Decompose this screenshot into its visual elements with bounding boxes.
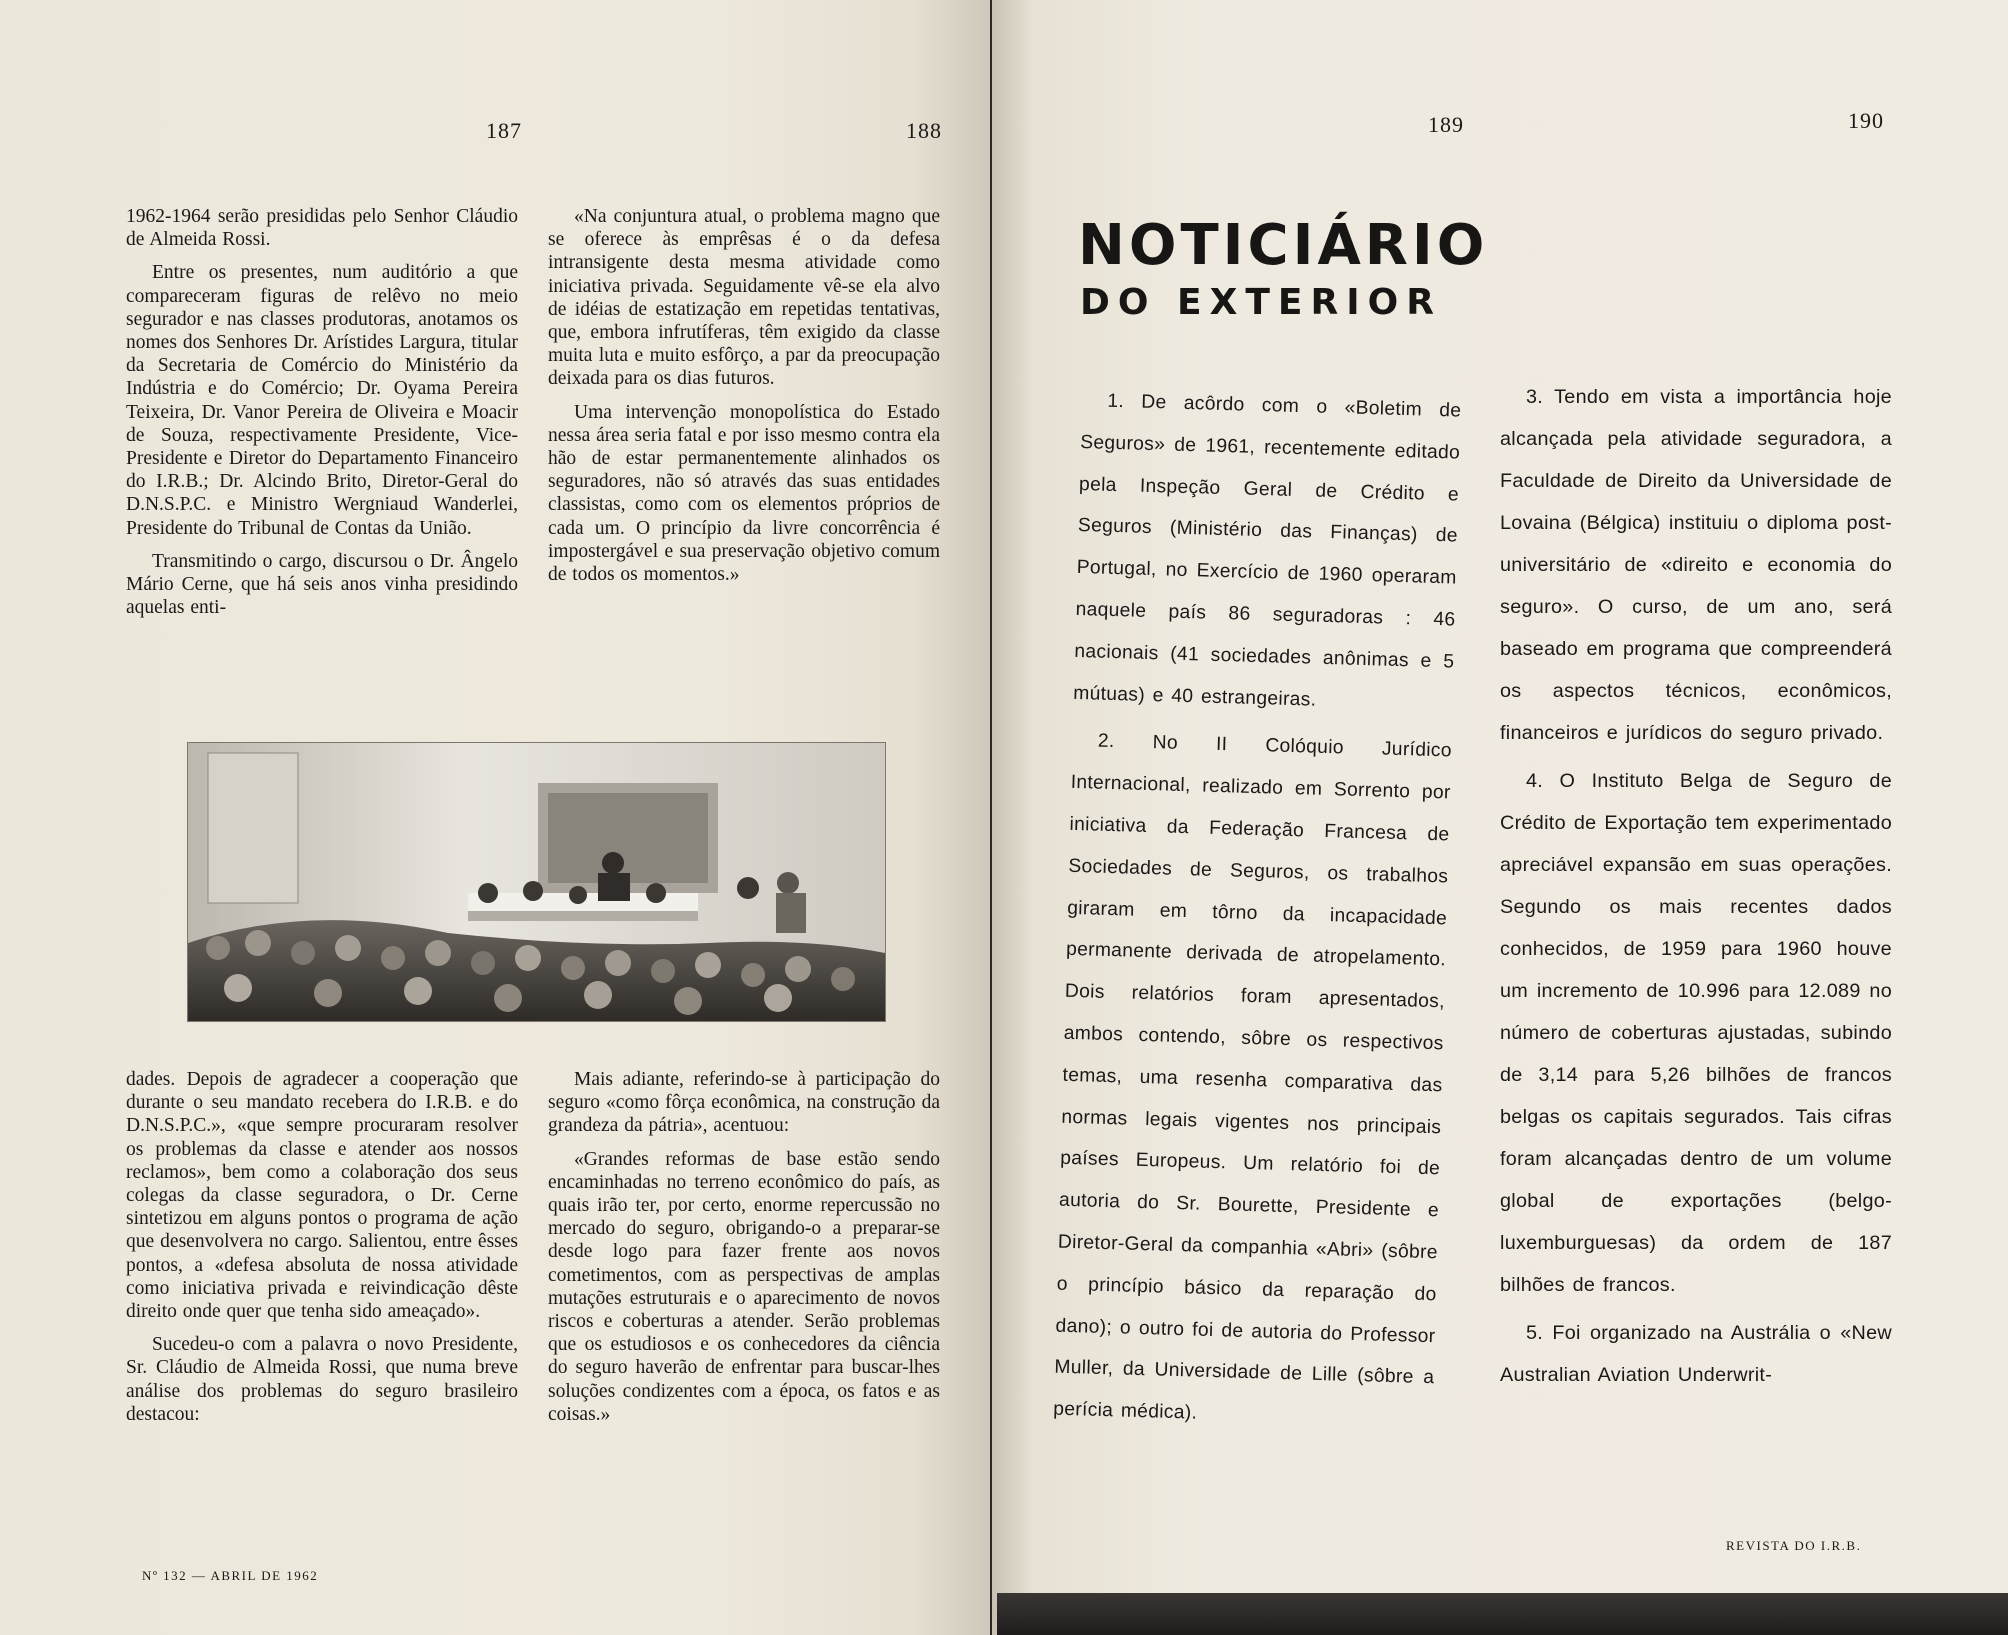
title-line-2: DO EXTERIOR [1080,282,1442,323]
assembly-photo [187,742,886,1022]
title-line-1: NOTICIÁRIO [1078,213,1489,278]
photo-image [188,743,885,1021]
column-2-top [548,205,940,596]
paragraph: 3. Tendo em vista a importância hoje alcançada pela atividade seguradora, a Faculdade de Direito da Universidade de Lovaina (Bélgica) instituiu o diploma post-universitário de «direito e economia do seguro». O curso, de um ano, será baseado em programa que compreenderá os aspectos técnicos, econômicos, financeiros e jurídicos do seguro privado. [1500,386,1892,744]
page-number-187: 187 [486,118,522,143]
column-1-bottom [126,1068,518,1436]
section-title [1078,212,1488,326]
paragraph: Uma intervenção monopolística do Estado nessa área seria fatal e por isso mesmo contra ela hão de estar permanentemente alinhados os seguradores, não só através das suas entidades classistas, como com os elementos próprios de cada um. O princípio da livre concorrência é impostergável e sua preservação objetivo comum de todos os momentos.» [548,401,940,586]
column-2-bottom [548,1068,940,1436]
paragraph: dades. Depois de agradecer a cooperação que durante o seu mandato recebera do I.R.B. e do D.N.S.P.C.», «que sempre procuraram resolver os problemas da classe e atender aos nossos reclamos», bem como a colaboração dos seus colegas da classe seguradora, o Dr. Cerne sintetizou em alguns pontos o programa de ação que desenvolvera no cargo. Salientou, entre êsses pontos, a «defesa absoluta de nossa atividade como iniciativa privada e reivindicação dêste direito onde quer que tenha sido ameaçado». [126,1069,518,1323]
column-3 [1052,380,1461,1447]
column-1-top [126,205,518,629]
paragraph: 5. Foi organizado na Austrália o «New Australian Aviation Underwrit- [1500,1322,1892,1386]
footer-issue: Nº 132 — ABRIL DE 1962 [142,1568,319,1583]
paragraph: 1. De acôrdo com o «Boletim de Seguros» de 1961, recentemente editado pela Inspeção Geral de Crédito e Seguros (Ministério das Finanças) de Portugal, no Exercício de 1960 operaram naquele país 86 seguradoras : 46 nacionais (41 sociedades anônimas e 5 mútuas) e 40 estrangeiras. [1072,390,1462,711]
book-edge [997,1593,2008,1635]
paragraph: Entre os presentes, num auditório a que compareceram figuras de relêvo no meio segurador e nas classes produtoras, anotamos os nomes dos Senhores Dr. Arístides Largura, titular da Secretaria de Comércio do Ministério da Indústria e do Comércio; Dr. Oyama Pereira Teixeira, Dr. Vanor Pereira de Oliveira e Moacir de Souza, respectivamente Presidente, Vice-Presidente e Diretor do Departamento Financeiro do I.R.B.; Dr. Alcindo Brito, Diretor-Geral do D.N.S.P.C. e Ministro Wergniaud Wanderlei, Presidente do Tribunal de Contas da União. [126,262,518,539]
paragraph: «Na conjuntura atual, o problema magno que se oferece às emprêsas é o da defesa intransigente desta mesma atividade como iniciativa privada. Seguidamente vê-se ela alvo de idéias de estatização em repetidas tentativas, que, embora infrutíferas, têm exigido da classe muita luta e muito esfôrço, a par da preocupação deixada para os dias futuros. [548,206,940,390]
paragraph: 1962-1964 serão presididas pelo Senhor Cláudio de Almeida Rossi. [126,206,518,251]
right-page [992,0,2008,1635]
paragraph: «Grandes reformas de base estão sendo encaminhadas no terreno econômico do país, as quais irão ter, por certo, enorme repercussão no mercado do seguro, obrigando-o a preparar-se desde logo para fazer frente aos novos cometimentos, com as perspectivas de amplas mutações estruturais e o aparecimento de novos riscos e coberturas a atender. Serão problemas que os estudiosos e os conhecedores da ciência do seguro haverão de enfrentar para buscar-lhes soluções condizentes com a época, os fatos e as coisas.» [548,1148,940,1425]
page-number-190: 190 [1848,108,1884,133]
left-page [0,0,990,1635]
column-4 [1500,376,1892,1402]
page-number-188: 188 [906,118,942,143]
paragraph: 4. O Instituto Belga de Seguro de Crédito de Exportação tem experimentado apreciável expansão em suas operações. Segundo os mais recentes dados conhecidos, de 1959 para 1960 houve um incremento de 10.996 para 12.089 no número de coberturas ajustadas, subindo de 3,14 para 5,26 bilhões de francos belgas os capitais segurados. Tais cifras foram alcançadas dentro de um volume global de exportações (belgo-luxemburguesas) da ordem de 187 bilhões de francos. [1500,770,1892,1296]
paragraph: Sucedeu-o com a palavra o novo Presidente, Sr. Cláudio de Almeida Rossi, que numa breve análise dos problemas do seguro brasileiro destacou: [126,1334,518,1425]
paragraph: Transmitindo o cargo, discursou o Dr. Ângelo Mário Cerne, que há seis anos vinha presidindo aquelas enti- [126,550,518,619]
footer-journal: REVISTA DO I.R.B. [1726,1538,1862,1553]
page-number-189: 189 [1428,112,1464,137]
paragraph: 2. No II Colóquio Jurídico Internacional, realizado em Sorrento por iniciativa da Federação Francesa de Sociedades de Seguros, os trabalhos giraram em tôrno da incapacidade permanente derivada de atropelamento. Dois relatórios foram apresentados, ambos contendo, sôbre os respectivos temas, uma resenha comparativa das normas legais vigentes nos principais países Europeus. Um relatório foi de autoria do Sr. Bourette, Presidente e Diretor-Geral da companhia «Abri» (sôbre o princípio básico da reparação do dano); o outro foi de autoria do Professor Muller, da Universidade de Lille (sôbre a perícia médica). [1052,730,1453,1424]
paragraph: Mais adiante, referindo-se à participação do seguro «como fôrça econômica, na construção da grandeza da pátria», acentuou: [548,1069,940,1137]
